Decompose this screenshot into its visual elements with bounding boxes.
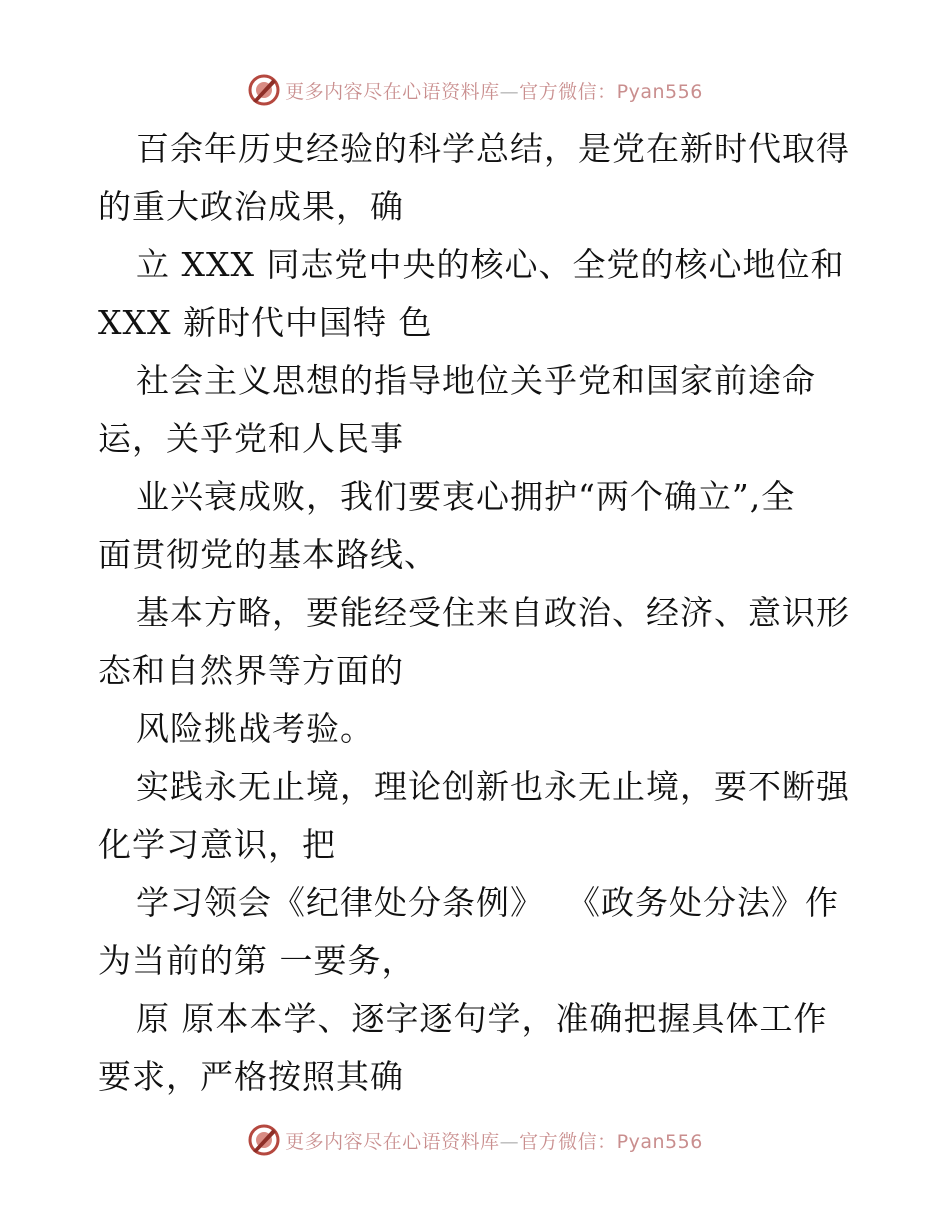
text-line: 原 原本本学、逐字逐句学，准确把握具体工作 <box>136 999 828 1038</box>
text-line: 要求，严格按照其确 <box>98 1057 404 1096</box>
text-line: XXX 新时代中国特 色 <box>98 303 433 342</box>
wechat-id: 官方微信：Pyan556 <box>519 80 703 103</box>
site-name: 更多内容尽在心语资料库 <box>285 1130 500 1153</box>
text-line: 学习领会《纪律处分条例》 《政务处分法》作 <box>136 883 839 922</box>
text-line: 运，关乎党和人民事 <box>98 419 404 458</box>
banner-text <box>285 1127 703 1154</box>
text-line: 基本方略，要能经受住来自政治、经济、意识形 <box>136 593 850 632</box>
text-line: 百余年历史经验的科学总结，是党在新时代取得 <box>136 129 850 168</box>
text-line: 的重大政治成果，确 <box>98 187 404 226</box>
footer-banner <box>0 1120 950 1160</box>
text-line: 风险挑战考验。 <box>136 709 374 748</box>
text-line: 实践永无止境，理论创新也永无止境，要不断强 <box>136 767 850 806</box>
header-banner <box>0 70 950 110</box>
banner-separator: — <box>499 80 520 103</box>
site-name: 更多内容尽在心语资料库 <box>285 80 500 103</box>
text-line: 化学习意识，把 <box>98 825 336 864</box>
text-line: 态和自然界等方面的 <box>98 651 404 690</box>
text-line: 立 XXX 同志党中央的核心、全党的核心地位和 <box>136 245 845 284</box>
wechat-id: 官方微信：Pyan556 <box>519 1130 703 1153</box>
text-line: 社会主义思想的指导地位关乎党和国家前途命 <box>136 361 816 400</box>
text-line: 面贯彻党的基本路线、 <box>98 535 438 574</box>
quill-seal-icon <box>247 1123 281 1157</box>
text-line: 业兴衰成败，我们要衷心拥护“两个确立”,全 <box>136 477 796 516</box>
banner-separator: — <box>499 1130 520 1153</box>
banner-text <box>285 77 703 104</box>
document-body <box>98 120 858 1106</box>
text-line: 为当前的第 一要务， <box>98 941 416 980</box>
quill-seal-icon <box>247 73 281 107</box>
